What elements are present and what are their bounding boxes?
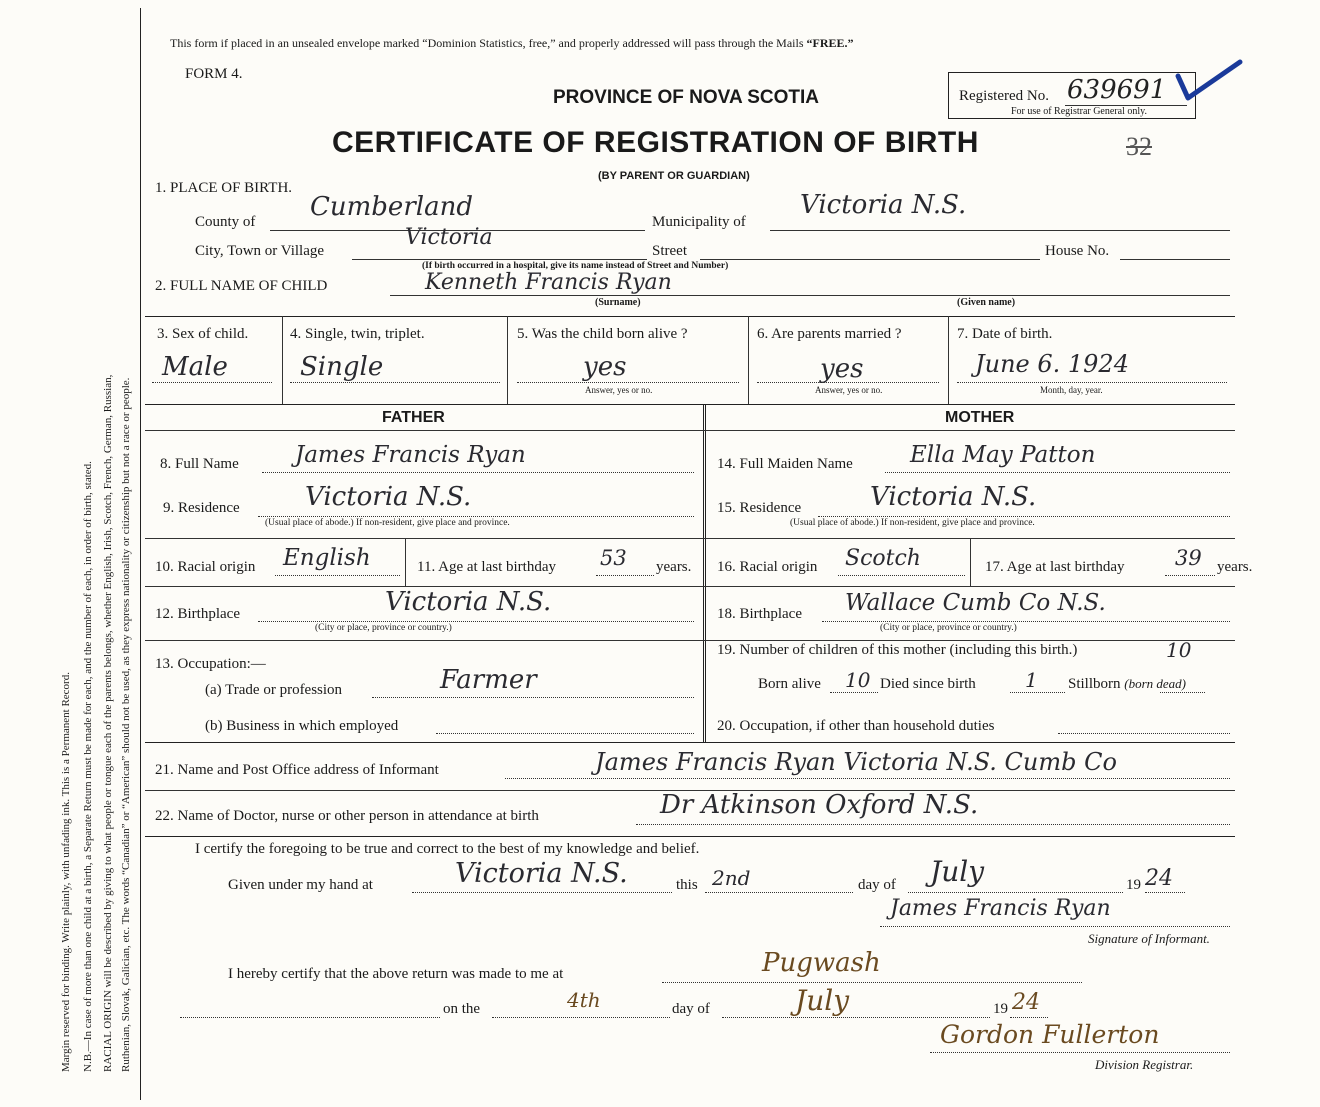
mother-age-label: 17. Age at last birthday (985, 559, 1125, 575)
place-of-birth-label: 1. PLACE OF BIRTH. (155, 180, 293, 196)
registration-day-value: 4th (567, 988, 601, 1012)
born-alive-value: yes (583, 352, 627, 382)
children-count-value: 10 (1166, 638, 1192, 662)
street-label: Street (652, 243, 687, 259)
father-trade-label: (a) Trade or profession (205, 682, 343, 698)
registrar-signature-caption: Division Registrar. (1095, 1057, 1194, 1072)
county-label: County of (195, 214, 256, 230)
father-race-label: 10. Racial origin (155, 559, 256, 575)
informant-label: 21. Name and Post Office address of Informant (155, 762, 439, 778)
on-the-label: on the (443, 1001, 481, 1017)
registrar-note: For use of Registrar General only. (1011, 106, 1147, 117)
registration-month-value: July (795, 984, 850, 1017)
margin-border (140, 8, 141, 1100)
given-place-value: Victoria N.S. (455, 858, 628, 889)
father-age-value: 53 (600, 546, 627, 570)
mother-birthplace-label: 18. Birthplace (717, 606, 802, 622)
mother-name-value: Ella May Patton (910, 442, 1096, 468)
child-name-label: 2. FULL NAME OF CHILD (155, 278, 328, 294)
father-birthplace-value: Victoria N.S. (385, 587, 552, 617)
stillborn-text: Stillborn (1068, 676, 1121, 692)
given-name-note: (Given name) (957, 297, 1016, 308)
certificate-subtitle: (BY PARENT OR GUARDIAN) (598, 170, 750, 182)
county-value: Cumberland (310, 192, 473, 222)
mail-notice (170, 36, 854, 51)
mother-name-label: 14. Full Maiden Name (717, 456, 853, 472)
municipality-value: Victoria N.S. (800, 190, 967, 220)
mother-occupation-label: 20. Occupation, if other than household duties (717, 718, 995, 734)
mother-age-value: 39 (1175, 546, 1202, 570)
this-label: this (676, 877, 698, 893)
attendant-label: 22. Name of Doctor, nurse or other person in attendance at birth (155, 808, 539, 824)
stillborn-label (1068, 676, 1186, 693)
single-twin-label: 4. Single, twin, triplet. (290, 326, 425, 342)
mother-race-value: Scotch (845, 546, 921, 571)
died-count-value: 1 (1025, 668, 1038, 692)
mother-heading: MOTHER (945, 409, 1015, 426)
informant-signature: James Francis Ryan (890, 896, 1111, 921)
city-value: Victoria (405, 225, 493, 250)
father-residence-note: (Usual place of abode.) If non-resident, give place and province. (265, 518, 510, 528)
informant-value: James Francis Ryan Victoria N.S. Cumb Co (595, 748, 1117, 776)
father-years-label: years. (656, 559, 692, 575)
born-alive-note: Answer, yes or no. (585, 385, 653, 395)
month-value: July (930, 855, 985, 888)
date-of-birth-label: 7. Date of birth. (957, 326, 1053, 342)
margin-note-2: N.B.—In case of more than one child at a birth, a Separate Return must be made for each, and the number of each, in order of birth, stated. (82, 461, 94, 1072)
given-under-label: Given under my hand at (228, 877, 373, 893)
father-trade-value: Farmer (440, 665, 537, 695)
year-suffix: 24 (1145, 866, 1173, 891)
registered-label: Registered No. (959, 88, 1049, 104)
margin-note-3: RACIAL ORIGIN will be described by giving to what people or tongue each of the parents belongs, whether English, Irish, Scotch, French, German, Russian, (102, 374, 114, 1072)
born-alive-count-value: 10 (845, 668, 871, 692)
registration-year-suffix: 24 (1012, 990, 1040, 1015)
surname-note: (Surname) (595, 297, 641, 308)
father-birthplace-note: (City or place, province or country.) (315, 623, 452, 633)
father-name-label: 8. Full Name (160, 456, 239, 472)
father-birthplace-label: 12. Birthplace (155, 606, 240, 622)
father-name-value: James Francis Ryan (295, 442, 526, 468)
municipality-label: Municipality of (652, 214, 746, 230)
father-heading: FATHER (382, 409, 445, 426)
registration-place-value: Pugwash (762, 948, 881, 978)
parents-married-label: 6. Are parents married ? (757, 326, 902, 342)
father-residence-label: 9. Residence (163, 500, 240, 516)
died-count-label: Died since birth (880, 676, 976, 692)
year-prefix: 19 (1126, 877, 1141, 893)
return-certify-label: I hereby certify that the above return was made to me at (228, 966, 564, 982)
mother-residence-label: 15. Residence (717, 500, 802, 516)
registration-year-prefix: 19 (993, 1001, 1008, 1017)
father-occupation-label: 13. Occupation:— (155, 656, 266, 672)
father-residence-value: Victoria N.S. (305, 482, 472, 512)
parents-married-note: Answer, yes or no. (815, 385, 883, 395)
date-of-birth-value: June 6. 1924 (975, 350, 1129, 378)
certify-statement: I certify the foregoing to be true and correct to the best of my knowledge and belief. (195, 841, 700, 857)
attendant-value: Dr Atkinson Oxford N.S. (660, 790, 979, 820)
mother-residence-value: Victoria N.S. (870, 482, 1037, 512)
check-mark-icon (1174, 58, 1246, 108)
city-label: City, Town or Village (195, 243, 325, 259)
house-label: House No. (1045, 243, 1110, 259)
father-race-value: English (283, 545, 371, 571)
mother-residence-note: (Usual place of abode.) If non-resident, give place and province. (790, 518, 1035, 528)
born-alive-label: 5. Was the child born alive ? (517, 326, 688, 342)
parents-married-value: yes (820, 354, 864, 384)
mail-notice-free: “FREE.” (806, 36, 854, 50)
mail-notice-text: This form if placed in an unsealed envelope marked “Dominion Statistics, free,” and properly addressed will pass through the Mails (170, 36, 804, 50)
this-day-value: 2nd (712, 866, 751, 890)
certificate-title: CERTIFICATE OF REGISTRATION OF BIRTH (332, 126, 979, 159)
margin-note-1: Margin reserved for binding. Write plainly, with unfading ink. This is a Permanent Record. (60, 672, 72, 1072)
day-of-label: day of (858, 877, 896, 893)
stillborn-note: (born dead) (1124, 676, 1187, 691)
single-twin-value: Single (300, 352, 384, 382)
mother-race-label: 16. Racial origin (717, 559, 818, 575)
registrar-signature: Gordon Fullerton (940, 1020, 1160, 1049)
mother-birthplace-value: Wallace Cumb Co N.S. (845, 590, 1106, 616)
province-heading: PROVINCE OF NOVA SCOTIA (553, 87, 820, 108)
father-age-label: 11. Age at last birthday (417, 559, 556, 575)
born-alive-count-label: Born alive (758, 676, 821, 692)
form-number: FORM 4. (185, 66, 243, 82)
child-name-value: Kenneth Francis Ryan (425, 270, 672, 295)
registration-day-of-label: day of (672, 1001, 710, 1017)
registered-box (948, 72, 1196, 119)
corner-mark: 32 (1126, 132, 1152, 161)
father-business-label: (b) Business in which employed (205, 718, 399, 734)
margin-note-4: Ruthenian, Slovak, Galician, etc. The words “Canadian” or “American” should not be used, as they express nationality or citizenship but not a race or people. (120, 377, 132, 1072)
mother-birthplace-note: (City or place, province or country.) (880, 623, 1017, 633)
children-count-label: 19. Number of children of this mother (including this birth.) (717, 642, 1078, 658)
mother-years-label: years. (1217, 559, 1253, 575)
informant-signature-caption: Signature of Informant. (1088, 931, 1210, 946)
hospital-note: (If birth occurred in a hospital, give its name instead of Street and Number) (422, 261, 729, 271)
sex-label: 3. Sex of child. (157, 326, 249, 342)
sex-value: Male (162, 352, 228, 382)
registered-number: 639691 (1067, 75, 1167, 105)
date-of-birth-note: Month, day, year. (1040, 385, 1103, 395)
